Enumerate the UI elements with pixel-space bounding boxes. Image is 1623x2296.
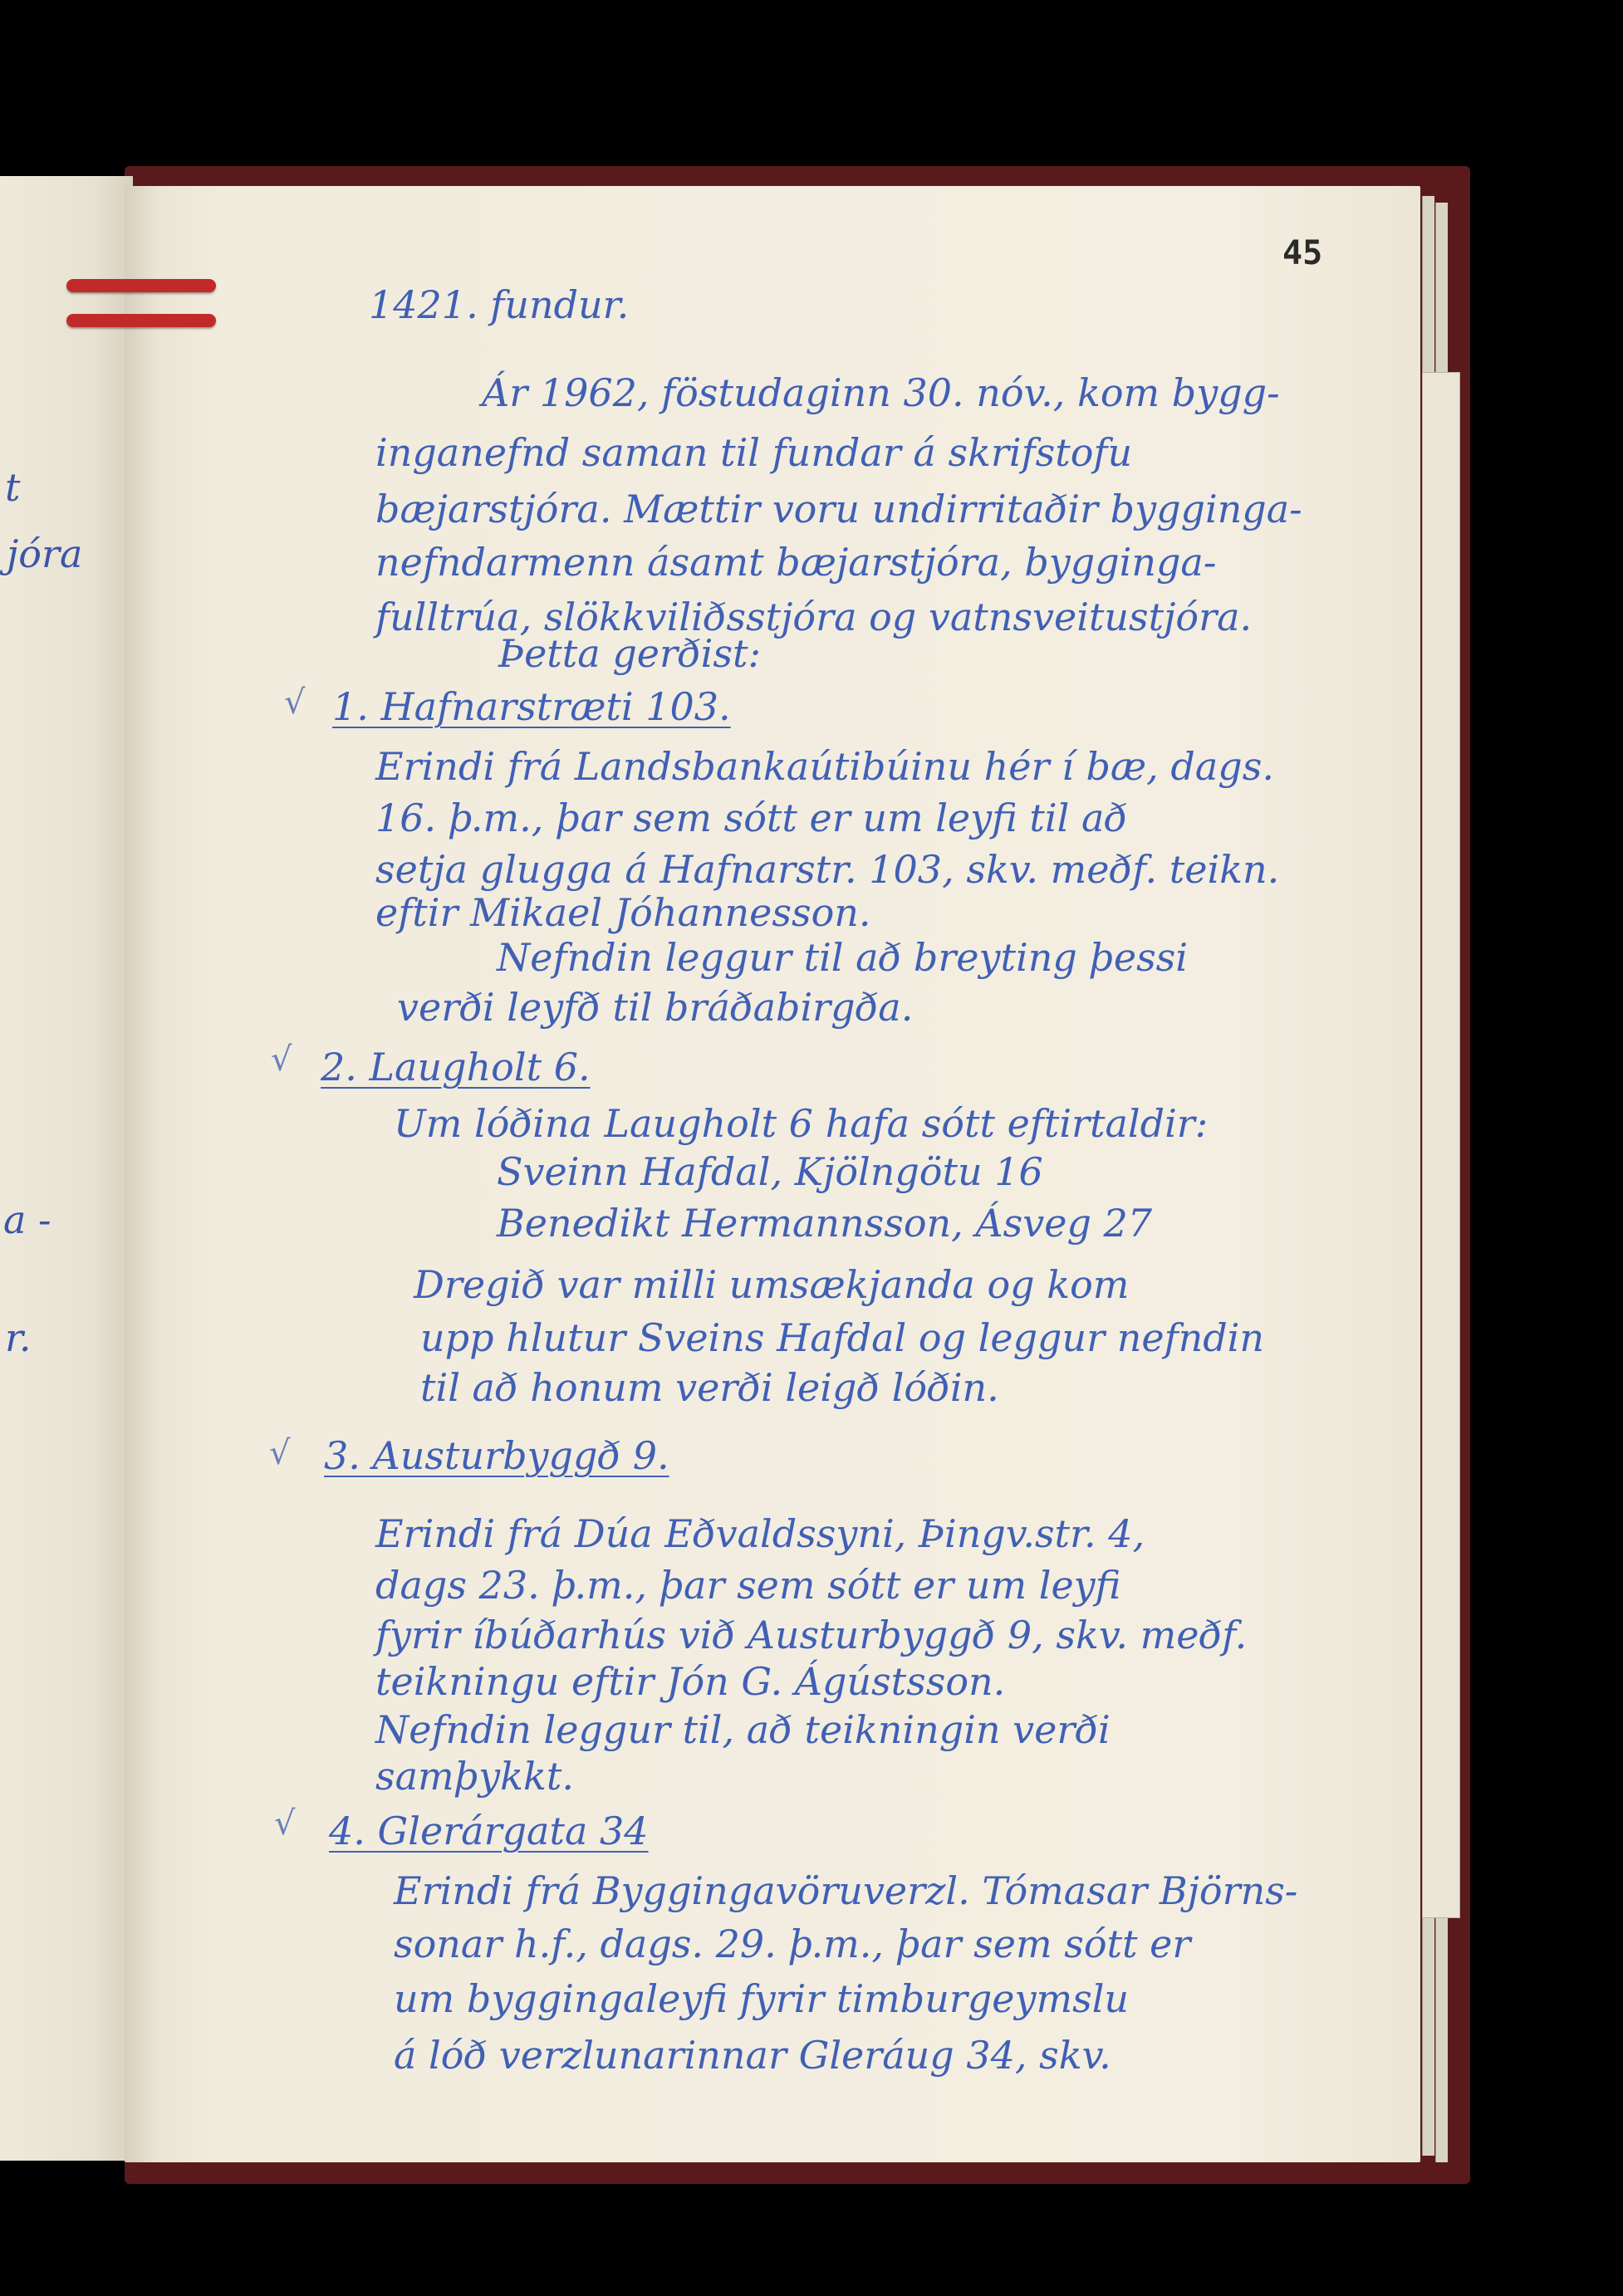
page-number: 45	[1282, 234, 1323, 272]
check-mark: √	[269, 1434, 291, 1472]
item-line: á lóð verzlunarinnar Gleráug 34, skv.	[394, 2033, 1111, 2078]
item-line: fyrir íbúðarhús við Austurbyggð 9, skv. meðf.	[375, 1613, 1248, 1657]
intro-line: fulltrúa, slökkviliðsstjóra og vatnsveitustjóra.	[375, 595, 1253, 639]
intro-line: Ár 1962, föstudaginn 30. nóv., kom bygg-	[482, 370, 1280, 415]
item-line: Erindi frá Landsbankaútibúinu hér í bæ, dags.	[375, 744, 1274, 789]
item-line: Nefndin leggur til að breyting þessi	[497, 935, 1188, 980]
item-line: um byggingaleyfi fyrir timburgeymslu	[394, 1976, 1130, 2021]
item-title: 2. Laugholt 6.	[321, 1045, 591, 1089]
item-title: 3. Austurbyggð 9.	[324, 1433, 669, 1478]
item-line: til að honum verði leigð lóðin.	[420, 1365, 999, 1410]
item-line: Erindi frá Byggingavöruverzl. Tómasar Björns-	[394, 1868, 1298, 1913]
intro-line: inganefnd saman til fundar á skrifstofu	[375, 430, 1133, 475]
check-mark: √	[274, 1804, 296, 1843]
item-line: dags 23. þ.m., þar sem sótt er um leyfi	[375, 1563, 1121, 1608]
item-line: sonar h.f., dags. 29. þ.m., þar sem sótt er	[394, 1921, 1191, 1966]
left-page-fragment: t	[5, 465, 21, 510]
left-page-fragment: a -	[3, 1197, 51, 1242]
item-line: Benedikt Hermannsson, Ásveg 27	[497, 1201, 1153, 1246]
item-title: 4. Glerárgata 34	[329, 1809, 649, 1853]
item-line: Dregið var milli umsækjanda og kom	[414, 1262, 1130, 1307]
inserted-sheet-edge	[1422, 372, 1460, 1918]
check-mark: √	[271, 1040, 292, 1079]
intro-line: nefndarmenn ásamt bæjarstjóra, bygginga-	[375, 540, 1217, 585]
item-line: Nefndin leggur til, að teikningin verði	[375, 1707, 1111, 1752]
item-line: Um lóðina Laugholt 6 hafa sótt eftirtaldir:	[394, 1101, 1209, 1146]
intro-line: bæjarstjóra. Mættir voru undirritaðir bygginga-	[375, 487, 1302, 531]
intro-line: Þetta gerðist:	[498, 631, 761, 676]
item-line: upp hlutur Sveins Hafdal og leggur nefndin	[420, 1315, 1264, 1360]
item-line: Sveinn Hafdal, Kjölngötu 16	[497, 1149, 1043, 1194]
item-line: verði leyfð til bráðabirgða.	[397, 985, 914, 1030]
item-line: Erindi frá Dúa Eðvaldssyni, Þingv.str. 4,	[375, 1511, 1145, 1556]
item-line: 16. þ.m., þar sem sótt er um leyfi til að	[375, 796, 1128, 840]
check-mark: √	[284, 683, 306, 722]
meeting-heading: 1421. fundur.	[369, 282, 630, 327]
binding-thread	[66, 279, 216, 292]
item-line: samþykkt.	[375, 1754, 574, 1799]
item-title: 1. Hafnarstræti 103.	[332, 684, 731, 729]
item-line: eftir Mikael Jóhannesson.	[375, 890, 871, 935]
item-line: setja glugga á Hafnarstr. 103, skv. meðf. teikn.	[375, 847, 1280, 892]
left-page-fragment: jóra	[7, 531, 83, 576]
item-line: teikningu eftir Jón G. Ágústsson.	[375, 1659, 1006, 1704]
binding-thread	[66, 314, 216, 327]
left-page-fragment: r.	[5, 1315, 32, 1360]
